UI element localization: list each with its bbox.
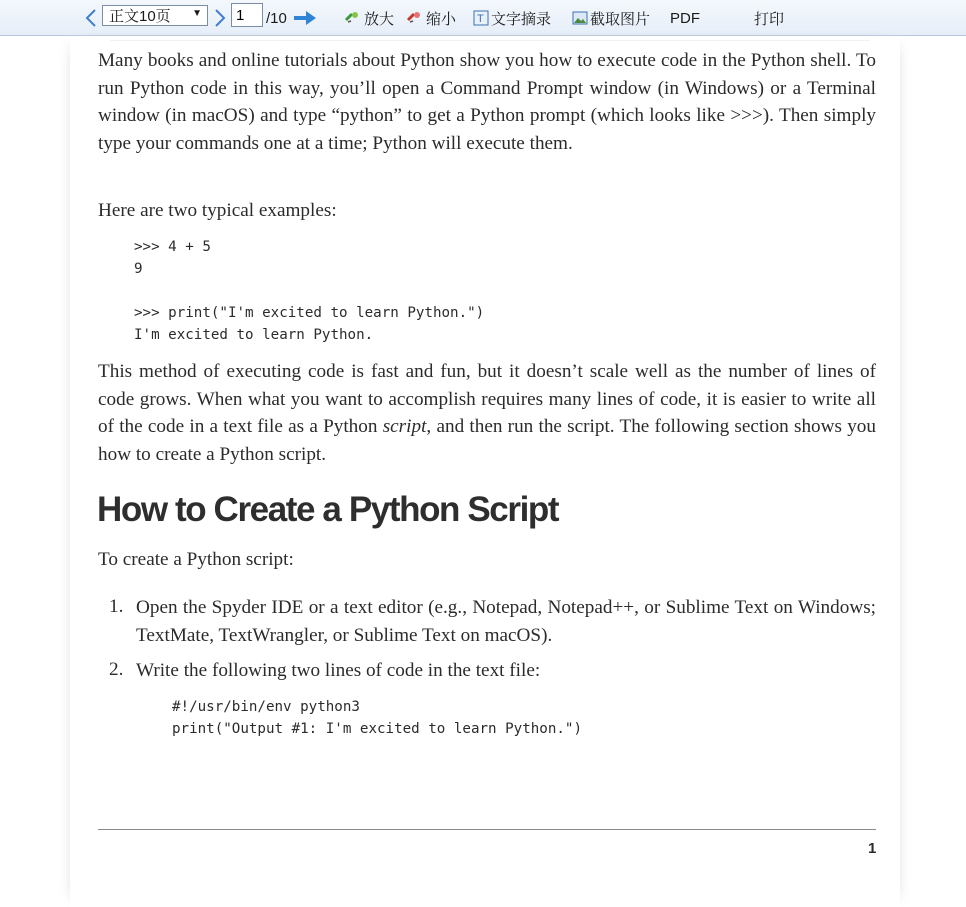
capture-image-label: 截取图片: [590, 10, 651, 28]
zoom-out-button[interactable]: [406, 7, 456, 29]
capture-image-button[interactable]: [572, 7, 650, 29]
document-viewer[interactable]: [0, 36, 966, 907]
list-item-number: 1.: [109, 596, 124, 617]
go-arrow-icon: [292, 8, 318, 28]
paragraph-script-method-text-1: This method of executing code is fast and fun, but it doesn’t scale well as the number of lines of code grows. When what you want to accomplish requires many lines of code, it is easier to write all of the code in a text file as a Python: [98, 361, 876, 437]
code-block-examples: >>> 4 + 5 9 >>> print("I'm excited to learn Python.") I'm excited to learn Python.: [134, 239, 485, 343]
section-heading: How to Create a Python Script: [97, 490, 559, 529]
reader-toolbar: [0, 0, 966, 36]
pdf-label: PDF: [670, 9, 700, 27]
capture-image-icon: [572, 10, 588, 26]
print-label: 打印: [754, 10, 785, 28]
svg-text:T: T: [477, 13, 484, 25]
zoom-out-icon: [406, 10, 424, 26]
chevron-left-icon: [84, 8, 98, 28]
code-block-script: #!/usr/bin/env python3 print("Output #1: I'm excited to learn Python."): [172, 699, 582, 737]
paragraph-create-script: To create a Python script:: [98, 549, 294, 570]
chapter-select-value: 正文10页: [109, 8, 171, 25]
dropdown-caret-icon: ▼: [192, 8, 202, 19]
zoom-out-label: 缩小: [426, 10, 457, 28]
list-item-text: Open the Spyder IDE or a text editor (e.g., Notepad, Notepad++, or Sublime Text on Windows; TextMate, TextWrangler, or Sublime Text on macOS).: [136, 597, 876, 646]
chevron-right-icon: [213, 8, 227, 28]
footer-rule: [98, 829, 876, 830]
previous-page-button[interactable]: [84, 0, 98, 35]
go-page-button[interactable]: [292, 0, 318, 35]
zoom-in-button[interactable]: [344, 7, 394, 29]
chapter-select[interactable]: [102, 5, 208, 26]
page-number: 1: [868, 840, 877, 857]
paragraph-script-method-text-2: , and then run the script. The following section shows you how to create a Python script.: [98, 416, 876, 465]
list-item-text: Write the following two lines of code in the text file:: [136, 660, 541, 681]
text-extract-label: 文字摘录: [491, 10, 552, 28]
text-extract-icon: [473, 10, 489, 26]
page-number-input[interactable]: [231, 3, 263, 27]
pdf-button[interactable]: [670, 7, 700, 29]
print-button[interactable]: [754, 7, 784, 29]
page-total: /10: [266, 10, 287, 27]
paragraph-intro: Many books and online tutorials about Python show you how to execute code in the Python shell. To run Python code in this way, you’ll open a Command Prompt window (in Windows) or a Terminal window (in macOS) and type “python” to get a Python prompt (which looks like >>>). Then simply type your commands one at a time; Python will execute them.: [98, 50, 876, 154]
document-page: [70, 36, 900, 907]
zoom-in-label: 放大: [364, 10, 395, 28]
paragraph-examples-intro: Here are two typical examples:: [98, 200, 337, 221]
list-item-number: 2.: [109, 659, 124, 680]
zoom-in-icon: [344, 10, 362, 26]
paragraph-script-method: [98, 358, 876, 468]
script-emphasis: script: [382, 416, 427, 437]
next-page-button[interactable]: [213, 0, 227, 35]
text-extract-button[interactable]: [473, 7, 551, 29]
